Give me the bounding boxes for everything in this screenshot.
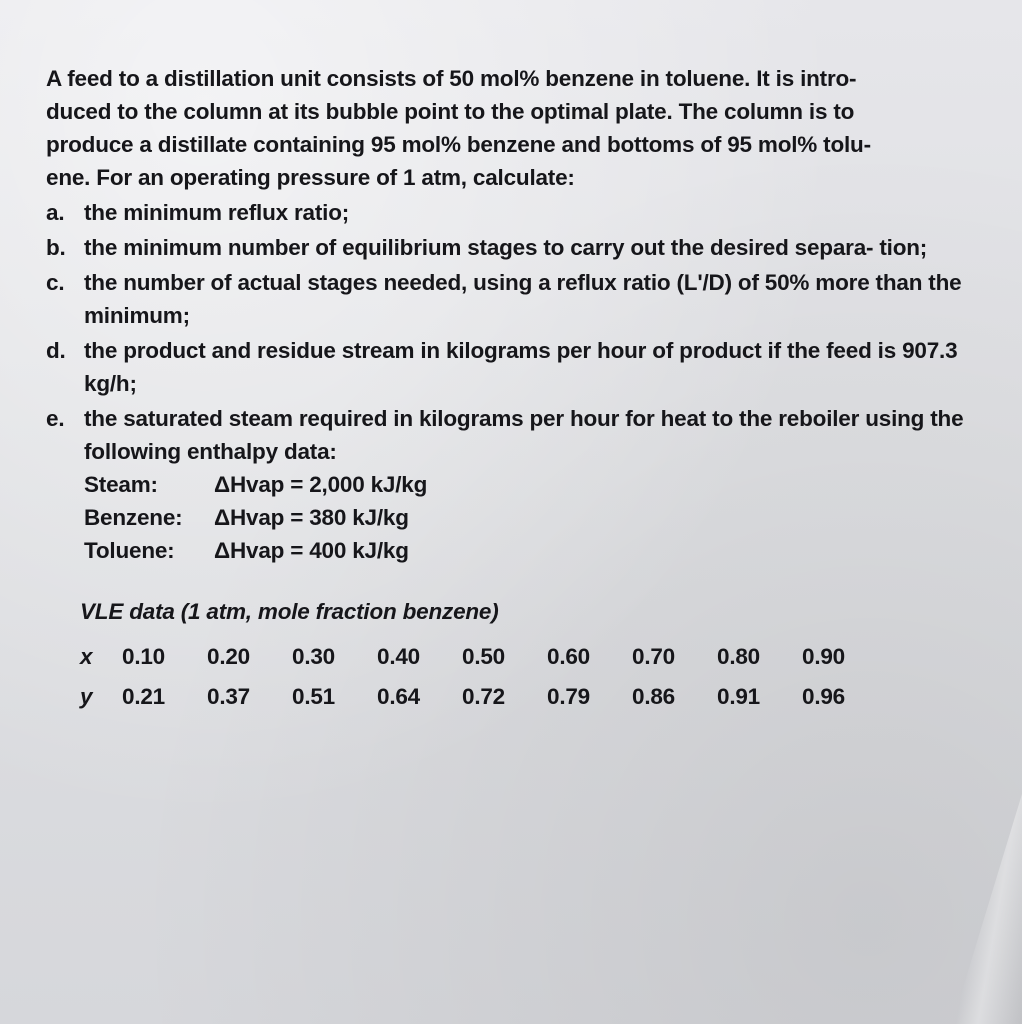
enthalpy-substance: Toluene:	[84, 538, 175, 563]
vle-caption: VLE data (1 atm, mole fraction benzene)	[80, 599, 499, 624]
vle-cell: 0.64	[377, 683, 420, 709]
intro-line: ene. For an operating pressure of 1 atm, calculate:	[46, 165, 575, 190]
enthalpy-value: ΔHvap = 2,000 kJ/kg	[214, 472, 428, 497]
question-item-b	[46, 231, 971, 264]
vle-x-row	[80, 636, 971, 676]
question-item-c	[46, 266, 971, 332]
page-fold-shadow	[952, 794, 1022, 1024]
vle-y-row	[80, 676, 971, 716]
vle-cell: 0.51	[292, 683, 335, 709]
vle-cell: 0.50	[462, 643, 505, 669]
vle-cell: 0.37	[207, 683, 250, 709]
intro-line: A feed to a distillation unit consists of 50 mol% benzene in toluene. It is intro-	[46, 66, 857, 91]
enthalpy-row	[84, 501, 971, 534]
enthalpy-substance: Benzene:	[84, 505, 183, 530]
vle-cell: 0.70	[632, 643, 675, 669]
item-label: a.	[46, 200, 65, 225]
item-text: the minimum reflux ratio;	[84, 200, 350, 225]
question-item-d	[46, 334, 971, 400]
vle-cell: 0.96	[802, 683, 845, 709]
vle-cell: 0.10	[122, 643, 165, 669]
vle-cell: 0.80	[717, 643, 760, 669]
intro-line: duced to the column at its bubble point to the optimal plate. The column is to	[46, 99, 855, 124]
vle-cell: 0.21	[122, 683, 165, 709]
vle-cell: 0.30	[292, 643, 335, 669]
enthalpy-value: ΔHvap = 400 kJ/kg	[214, 538, 409, 563]
problem-statement	[46, 62, 971, 716]
vle-cell: 0.79	[547, 683, 590, 709]
item-label: e.	[46, 406, 65, 431]
question-item-a	[46, 196, 971, 229]
item-text: the saturated steam required in kilograms per hour for heat to the reboiler using the following enthalpy data:	[84, 406, 964, 464]
vle-table	[80, 595, 971, 716]
vle-cell: 0.20	[207, 643, 250, 669]
item-text: the minimum number of equilibrium stages to carry out the desired separa- tion;	[84, 235, 928, 260]
enthalpy-substance: Steam:	[84, 472, 158, 497]
enthalpy-row	[84, 468, 971, 501]
item-label: c.	[46, 270, 65, 295]
vle-x-label: x	[80, 643, 93, 669]
question-item-e	[46, 402, 971, 468]
intro-line: produce a distillate containing 95 mol% benzene and bottoms of 95 mol% tolu-	[46, 132, 871, 157]
vle-y-label: y	[80, 683, 93, 709]
item-text: the product and residue stream in kilograms per hour of product if the feed is 907.3 kg/h;	[84, 338, 958, 396]
enthalpy-row	[84, 534, 971, 567]
vle-cell: 0.90	[802, 643, 845, 669]
vle-cell: 0.91	[717, 683, 760, 709]
item-label: d.	[46, 338, 66, 363]
enthalpy-value: ΔHvap = 380 kJ/kg	[214, 505, 409, 530]
problem-intro	[46, 62, 971, 194]
vle-cell: 0.86	[632, 683, 675, 709]
vle-cell: 0.40	[377, 643, 420, 669]
vle-cell: 0.60	[547, 643, 590, 669]
item-label: b.	[46, 235, 66, 260]
vle-cell: 0.72	[462, 683, 505, 709]
item-text: the number of actual stages needed, using a reflux ratio (L'/D) of 50% more than the minimum;	[84, 270, 962, 328]
enthalpy-data	[84, 468, 971, 567]
